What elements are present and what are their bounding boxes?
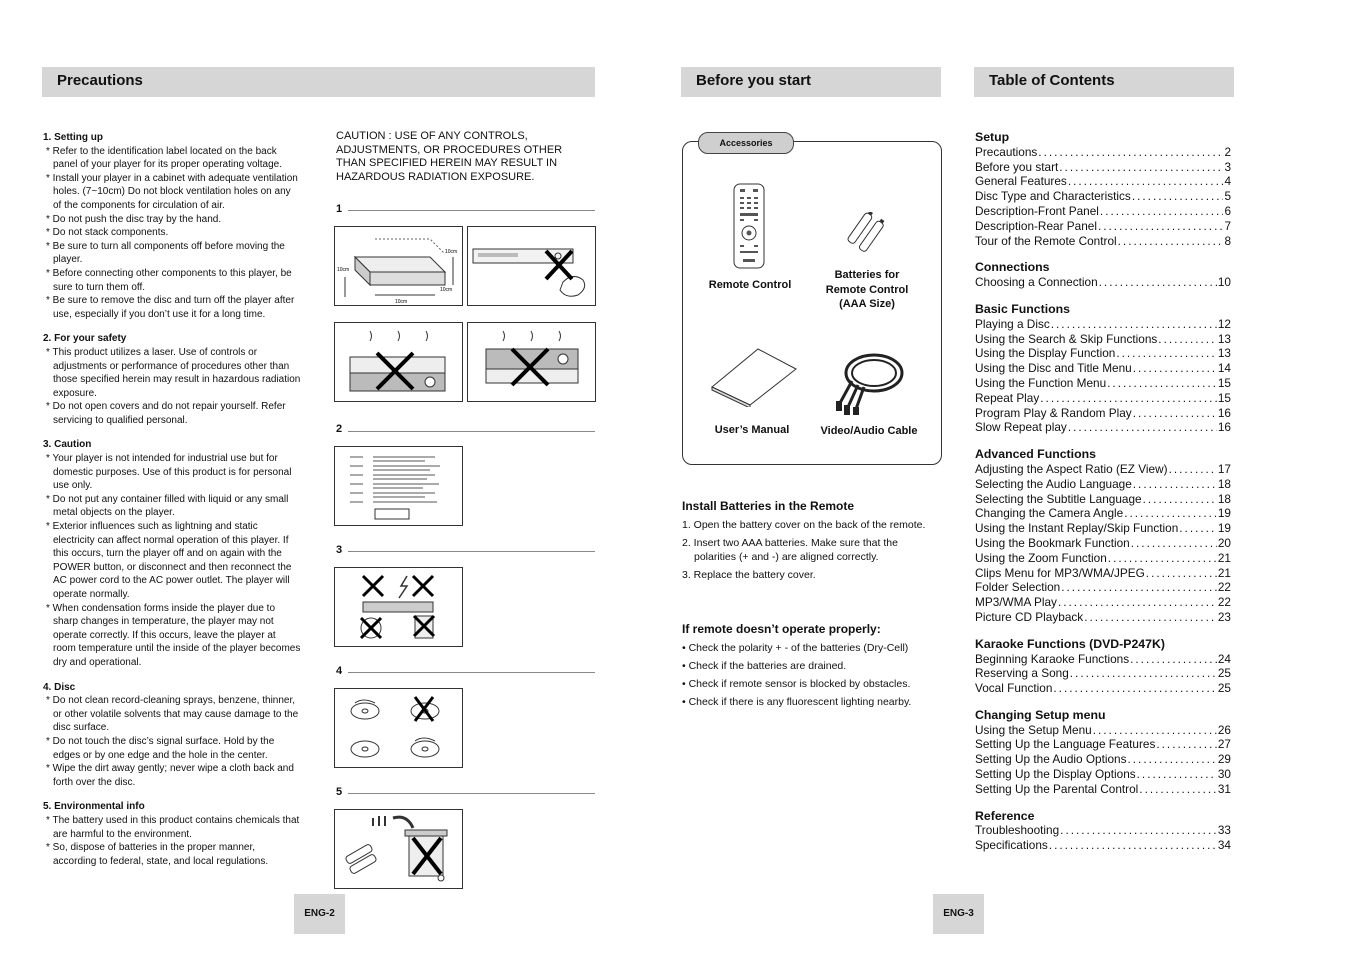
troubleshoot-item: • Check if there is any fluorescent lighting nearby. [682, 696, 912, 708]
troubleshoot-item: • Check the polarity + - of the batteries (Dry-Cell) [682, 642, 909, 654]
toc-entry[interactable] [975, 332, 1231, 347]
toc-leader-dots [1038, 145, 1223, 160]
toc-entry[interactable] [975, 681, 1231, 696]
toc-leader-dots [1132, 189, 1224, 204]
toc-entry[interactable] [975, 595, 1231, 610]
toc-leader-dots [1098, 219, 1223, 234]
toc-entry[interactable] [975, 477, 1231, 492]
precautions-section-title: 1. Setting up [43, 132, 103, 143]
figure-4-rule [348, 672, 595, 673]
toc-header [974, 67, 1234, 97]
stack-illustration-1 [334, 322, 463, 402]
push-tray-illustration [467, 226, 596, 306]
toc-entry-page: 19 [1217, 506, 1231, 521]
toc-entry-page: 15 [1217, 375, 1231, 390]
toc-leader-dots [1084, 610, 1217, 625]
toc-section-title: Setup [975, 130, 1010, 144]
figure-2-rule [348, 431, 595, 432]
toc-entry[interactable] [975, 391, 1231, 406]
toc-leader-dots [1040, 391, 1217, 406]
toc-entry-label: Troubleshooting [975, 823, 1060, 838]
install-step: 1. Open the battery cover on the back of the remote. [682, 519, 926, 531]
toc-entry-label: Using the Instant Replay/Skip Function [975, 521, 1179, 536]
figure-1-rule [348, 210, 595, 211]
toc-section-title: Advanced Functions [975, 447, 1096, 462]
toc-entry-label: Program Play & Random Play [975, 405, 1132, 420]
toc-entry-label: Folder Selection [975, 580, 1061, 595]
toc-section-title: Connections [975, 260, 1050, 275]
precautions-title: Precautions [57, 72, 143, 89]
toc-entry[interactable] [975, 551, 1231, 566]
precautions-item: * When condensation forms inside the player due to sharp changes in temperature, the player may not operate correctly. If this occurs, leave the player at room temperature until the inside of the player becomes dry and operational. [46, 602, 301, 668]
figure-2-label: 2 [336, 423, 343, 435]
toc-leader-dots [1179, 521, 1217, 536]
before-you-start-title: Before you start [696, 72, 812, 89]
toc-leader-dots [1116, 346, 1217, 361]
toc-entry-page: 26 [1217, 722, 1231, 737]
precautions-section-title: 5. Environmental info [43, 801, 145, 813]
toc-entry-page: 30 [1217, 767, 1231, 782]
toc-entry-label: Picture CD Playback [975, 609, 1084, 624]
toc-leader-dots [1070, 666, 1217, 681]
toc-entry-page: 21 [1217, 550, 1231, 565]
precautions-item: * Do not open covers and do not repair yourself. Refer servicing to qualified personal. [46, 401, 286, 426]
precautions-item: * Do not stack components. [46, 227, 169, 239]
toc-leader-dots [1139, 782, 1217, 797]
toc-entry-label: Setting Up the Language Features [975, 737, 1156, 752]
toc-entry[interactable] [975, 492, 1231, 507]
toc-entry[interactable] [975, 346, 1231, 361]
toc-leader-dots [1137, 767, 1217, 782]
toc-entry-label: Description-Front Panel [975, 203, 1099, 218]
toc-entry[interactable] [975, 462, 1231, 477]
toc-section-title: Changing Setup menu [975, 707, 1106, 722]
toc-entry[interactable] [975, 376, 1231, 391]
toc-entry-page: 31 [1217, 781, 1231, 796]
toc-leader-dots [1053, 681, 1216, 696]
install-step: 2. Insert two AAA batteries. Make sure that the polarities (+ and -) are aligned correctly. [682, 537, 898, 563]
toc-leader-dots [1133, 477, 1217, 492]
troubleshoot-item: • Check if the batteries are drained. [682, 660, 847, 672]
toc-entry-page: 16 [1217, 420, 1231, 435]
ventilation-illustration [334, 226, 463, 306]
toc-entry-label: Reserving a Song [975, 666, 1069, 681]
toc-leader-dots [1133, 406, 1217, 421]
toc-entry[interactable] [975, 234, 1231, 249]
toc-entry-page: 17 [1217, 461, 1231, 476]
accessories-tab: Accessories [698, 132, 794, 154]
toc-entry-label: Adjusting the Aspect Ratio (EZ View) [975, 461, 1168, 476]
toc-entry[interactable] [975, 145, 1231, 160]
toc-leader-dots [1169, 462, 1217, 477]
precautions-section-title: 3. Caution [43, 439, 92, 451]
toc-entry-page: 12 [1217, 316, 1231, 331]
caution-text: CAUTION : USE OF ANY CONTROLS, ADJUSTMENTS, OR PROCEDURES OTHER THAN SPECIFIED HEREIN MAY RESULT IN HAZARDOUS RADIATION EXPOSURE. [336, 130, 563, 183]
toc-entry-page: 18 [1217, 476, 1231, 491]
fig1-dim-d: 10cm [440, 287, 453, 293]
figure-1-label: 1 [336, 203, 343, 215]
toc-leader-dots [1156, 737, 1217, 752]
av-cable-label: Video/Audio Cable [820, 425, 918, 437]
toc-entry-label: Beginning Karaoke Functions [975, 651, 1130, 666]
toc-entry-label: MP3/WMA Play [975, 595, 1057, 610]
toc-leader-dots [1128, 752, 1217, 767]
toc-leader-dots [1100, 204, 1224, 219]
disc-handling-illustration [334, 688, 463, 768]
toc-entry-label: Before you start [975, 159, 1059, 174]
toc-entry[interactable] [975, 536, 1231, 551]
av-cable-icon [832, 347, 908, 415]
toc-leader-dots [1061, 580, 1217, 595]
toc-leader-dots [1099, 275, 1217, 290]
toc-entry-page: 15 [1217, 390, 1231, 405]
toc-entry[interactable] [975, 666, 1231, 681]
toc-entry-page: 6 [1224, 203, 1231, 218]
toc-leader-dots [1133, 361, 1217, 376]
toc-entry-label: Clips Menu for MP3/WMA/JPEG [975, 565, 1145, 580]
toc-entry-label: Selecting the Audio Language [975, 476, 1132, 491]
before-you-start-header [681, 67, 941, 97]
precautions-item: * Exterior influences such as lightning and static electricity can affect normal operation of this player. If this occurs, turn the player off and on again with the POWER button, or disconnect and then reconnect the AC power cord to the AC power outlet. The player will operate normally. [46, 521, 292, 600]
toc-entry[interactable] [975, 420, 1231, 435]
toc-entry-label: Precautions [975, 144, 1038, 159]
toc-entry[interactable] [975, 160, 1231, 175]
toc-entry[interactable] [975, 219, 1231, 234]
toc-entry-page: 16 [1217, 405, 1231, 420]
toc-entry-label: Using the Display Function [975, 346, 1116, 361]
toc-entry-label: Using the Bookmark Function [975, 535, 1130, 550]
toc-entry-page: 22 [1217, 580, 1231, 595]
precautions-item: * Be sure to remove the disc and turn off the player after use, especially if you don’t use it for a long time. [46, 295, 295, 320]
toc-entry-label: Using the Search & Skip Functions [975, 331, 1158, 346]
lightning-illustration [334, 567, 463, 647]
figure-3-rule [348, 551, 595, 552]
precautions-item: * Do not touch the disc’s signal surface. Hold by the edges or by one edge and the hole in the center. [46, 735, 275, 761]
toc-entry[interactable] [975, 838, 1231, 853]
toc-entry-label: Using the Function Menu [975, 375, 1107, 390]
precautions-item: * Do not push the disc tray by the hand. [46, 213, 222, 225]
toc-entry[interactable] [975, 737, 1231, 752]
precautions-item: * Before connecting other components to this player, be sure to turn them off. [46, 267, 292, 293]
toc-entry[interactable] [975, 506, 1231, 521]
toc-leader-dots [1060, 823, 1217, 838]
toc-entry-label: Setting Up the Audio Options [975, 752, 1127, 767]
toc-entry-page: 29 [1217, 752, 1231, 767]
precautions-item: * This product utilizes a laser. Use of controls or adjustments or performance of procedures other than those specified herein may result in hazardous radiation exposure. [46, 346, 301, 399]
toc-leader-dots [1130, 652, 1217, 667]
toc-entry-page: 10 [1217, 275, 1231, 290]
toc-entry[interactable] [975, 752, 1231, 767]
toc-entry-label: Setting Up the Display Options [975, 767, 1136, 782]
toc-entry-page: 7 [1224, 218, 1231, 233]
precautions-item: * Your player is not intended for industrial use but for domestic purposes. Use of this product is for personal use only. [46, 453, 292, 492]
toc-entry-page: 33 [1217, 823, 1231, 838]
toc-entry-page: 22 [1217, 595, 1231, 610]
toc-entry-label: Choosing a Connection [975, 275, 1098, 290]
toc-entry-page: 25 [1217, 666, 1231, 681]
precautions-item: * Install your player in a cabinet with adequate ventilation holes. (7~10cm) Do not block ventilation holes on any of the components for circulation of air. [46, 172, 298, 211]
toc-entry[interactable] [975, 652, 1231, 667]
troubleshoot-item: • Check if remote sensor is blocked by obstacles. [682, 678, 911, 690]
precautions-item: * The battery used in this product contains chemicals that are harmful to the environment. [46, 814, 300, 840]
toc-section-title: Basic Functions [975, 301, 1070, 316]
toc-entry-label: Using the Zoom Function [975, 550, 1107, 565]
users-manual-icon [710, 347, 798, 407]
table-of-contents [975, 130, 1231, 853]
figure-5-label: 5 [336, 786, 343, 798]
precautions-item: * Refer to the identification label located on the back panel of your player for its proper operating voltage. [46, 145, 283, 171]
toc-entry-label: Slow Repeat play [975, 420, 1067, 435]
toc-entry[interactable] [975, 275, 1231, 290]
toc-entry-page: 3 [1224, 159, 1231, 174]
toc-leader-dots [1049, 838, 1217, 853]
toc-entry-page: 23 [1217, 609, 1231, 624]
toc-entry-page: 18 [1217, 491, 1231, 506]
toc-entry[interactable] [975, 580, 1231, 595]
toc-leader-dots [1107, 376, 1217, 391]
toc-entry-page: 2 [1224, 144, 1231, 159]
page-number-right: ENG-3 [933, 894, 984, 934]
toc-entry-label: General Features [975, 174, 1067, 189]
precautions-header [42, 67, 595, 97]
toc-entry-page: 13 [1217, 346, 1231, 361]
toc-leader-dots [1131, 536, 1217, 551]
toc-entry-label: Changing the Camera Angle [975, 506, 1124, 521]
toc-entry-label: Selecting the Subtitle Language [975, 491, 1142, 506]
toc-entry-label: Specifications [975, 838, 1048, 853]
remote-control-label: Remote Control [708, 279, 792, 291]
toc-leader-dots [1051, 317, 1217, 332]
toc-entry[interactable] [975, 610, 1231, 625]
toc-entry[interactable] [975, 521, 1231, 536]
batteries-icon [845, 212, 889, 252]
toc-leader-dots [1124, 506, 1217, 521]
toc-leader-dots [1146, 566, 1217, 581]
precautions-item: * So, dispose of batteries in the proper manner, according to federal, state, and local regulations. [46, 842, 269, 867]
toc-leader-dots [1068, 420, 1217, 435]
toc-entry-page: 20 [1217, 535, 1231, 550]
precautions-section-title: 4. Disc [43, 681, 76, 693]
toc-entry[interactable] [975, 361, 1231, 376]
figure-5-rule [348, 793, 595, 794]
toc-entry-page: 14 [1217, 361, 1231, 376]
toc-entry-label: Setting Up the Parental Control [975, 781, 1139, 796]
toc-leader-dots [1118, 234, 1224, 249]
toc-entry-label: Tour of the Remote Control [975, 233, 1117, 248]
toc-section-title: Karaoke Functions (DVD-P247K) [975, 636, 1165, 651]
toc-entry[interactable] [975, 767, 1231, 782]
precautions-item: * Do not put any container filled with liquid or any small metal objects on the player. [46, 493, 289, 519]
toc-leader-dots [1068, 174, 1224, 189]
laser-warning-label [334, 446, 463, 526]
toc-title: Table of Contents [989, 72, 1115, 89]
toc-entry-page: 34 [1217, 838, 1231, 853]
install-batteries-title: Install Batteries in the Remote [682, 499, 855, 513]
toc-entry-label: Vocal Function [975, 681, 1053, 696]
toc-entry-page: 21 [1217, 565, 1231, 580]
toc-leader-dots [1158, 332, 1217, 347]
batteries-label: Batteries for Remote Control (AAA Size) [825, 269, 909, 310]
remote-troubleshoot-title: If remote doesn’t operate properly: [682, 622, 881, 636]
remote-troubleshoot-section [682, 622, 937, 713]
toc-entry-label: Playing a Disc [975, 316, 1050, 331]
page-number-left: ENG-2 [294, 894, 345, 934]
fig1-dim-c: 10cm [445, 249, 458, 255]
toc-entry-page: 13 [1217, 331, 1231, 346]
stack-illustration-2 [467, 322, 596, 402]
precautions-item: * Wipe the dirt away gently; never wipe a cloth back and forth over the disc. [46, 763, 294, 788]
toc-entry-page: 5 [1224, 189, 1231, 204]
fig1-dim-b: 10cm [395, 299, 408, 305]
toc-leader-dots [1108, 551, 1217, 566]
install-step: 3. Replace the battery cover. [682, 569, 816, 581]
toc-entry-label: Disc Type and Characteristics [975, 189, 1131, 204]
toc-entry-label: Repeat Play [975, 390, 1040, 405]
toc-entry[interactable] [975, 566, 1231, 581]
precautions-item: * Be sure to turn all components off before moving the player. [46, 240, 285, 266]
toc-entry[interactable] [975, 782, 1231, 797]
toc-entry[interactable] [975, 406, 1231, 421]
fig1-dim-a: 10cm [337, 267, 350, 273]
battery-disposal-illustration [334, 809, 463, 889]
toc-entry[interactable] [975, 317, 1231, 332]
toc-leader-dots [1143, 492, 1217, 507]
toc-entry[interactable] [975, 174, 1231, 189]
toc-entry-label: Using the Disc and Title Menu [975, 361, 1132, 376]
toc-entry[interactable] [975, 823, 1231, 838]
toc-entry-page: 8 [1224, 233, 1231, 248]
remote-control-icon [733, 183, 765, 269]
toc-entry-page: 4 [1224, 174, 1231, 189]
figure-3-label: 3 [336, 544, 343, 556]
install-batteries-section [682, 499, 937, 586]
toc-entry-page: 27 [1217, 737, 1231, 752]
toc-entry[interactable] [975, 189, 1231, 204]
toc-entry[interactable] [975, 204, 1231, 219]
precautions-section-title: 2. For your safety [43, 333, 127, 345]
toc-entry-page: 24 [1217, 651, 1231, 666]
toc-leader-dots [1058, 595, 1217, 610]
toc-leader-dots [1059, 160, 1223, 175]
precautions-text [43, 131, 301, 868]
toc-entry-page: 25 [1217, 681, 1231, 696]
toc-section-title: Reference [975, 808, 1035, 823]
toc-entry[interactable] [975, 723, 1231, 738]
toc-entry-label: Description-Rear Panel [975, 218, 1097, 233]
users-manual-label: User’s Manual [714, 424, 790, 436]
precautions-item: * Do not clean record-cleaning sprays, benzene, thinner, or other volatile solvents that may cause damage to the disc surface. [46, 695, 299, 734]
toc-entry-page: 19 [1217, 521, 1231, 536]
figure-4-label: 4 [336, 665, 343, 677]
toc-leader-dots [1093, 723, 1217, 738]
toc-entry-label: Using the Setup Menu [975, 722, 1092, 737]
